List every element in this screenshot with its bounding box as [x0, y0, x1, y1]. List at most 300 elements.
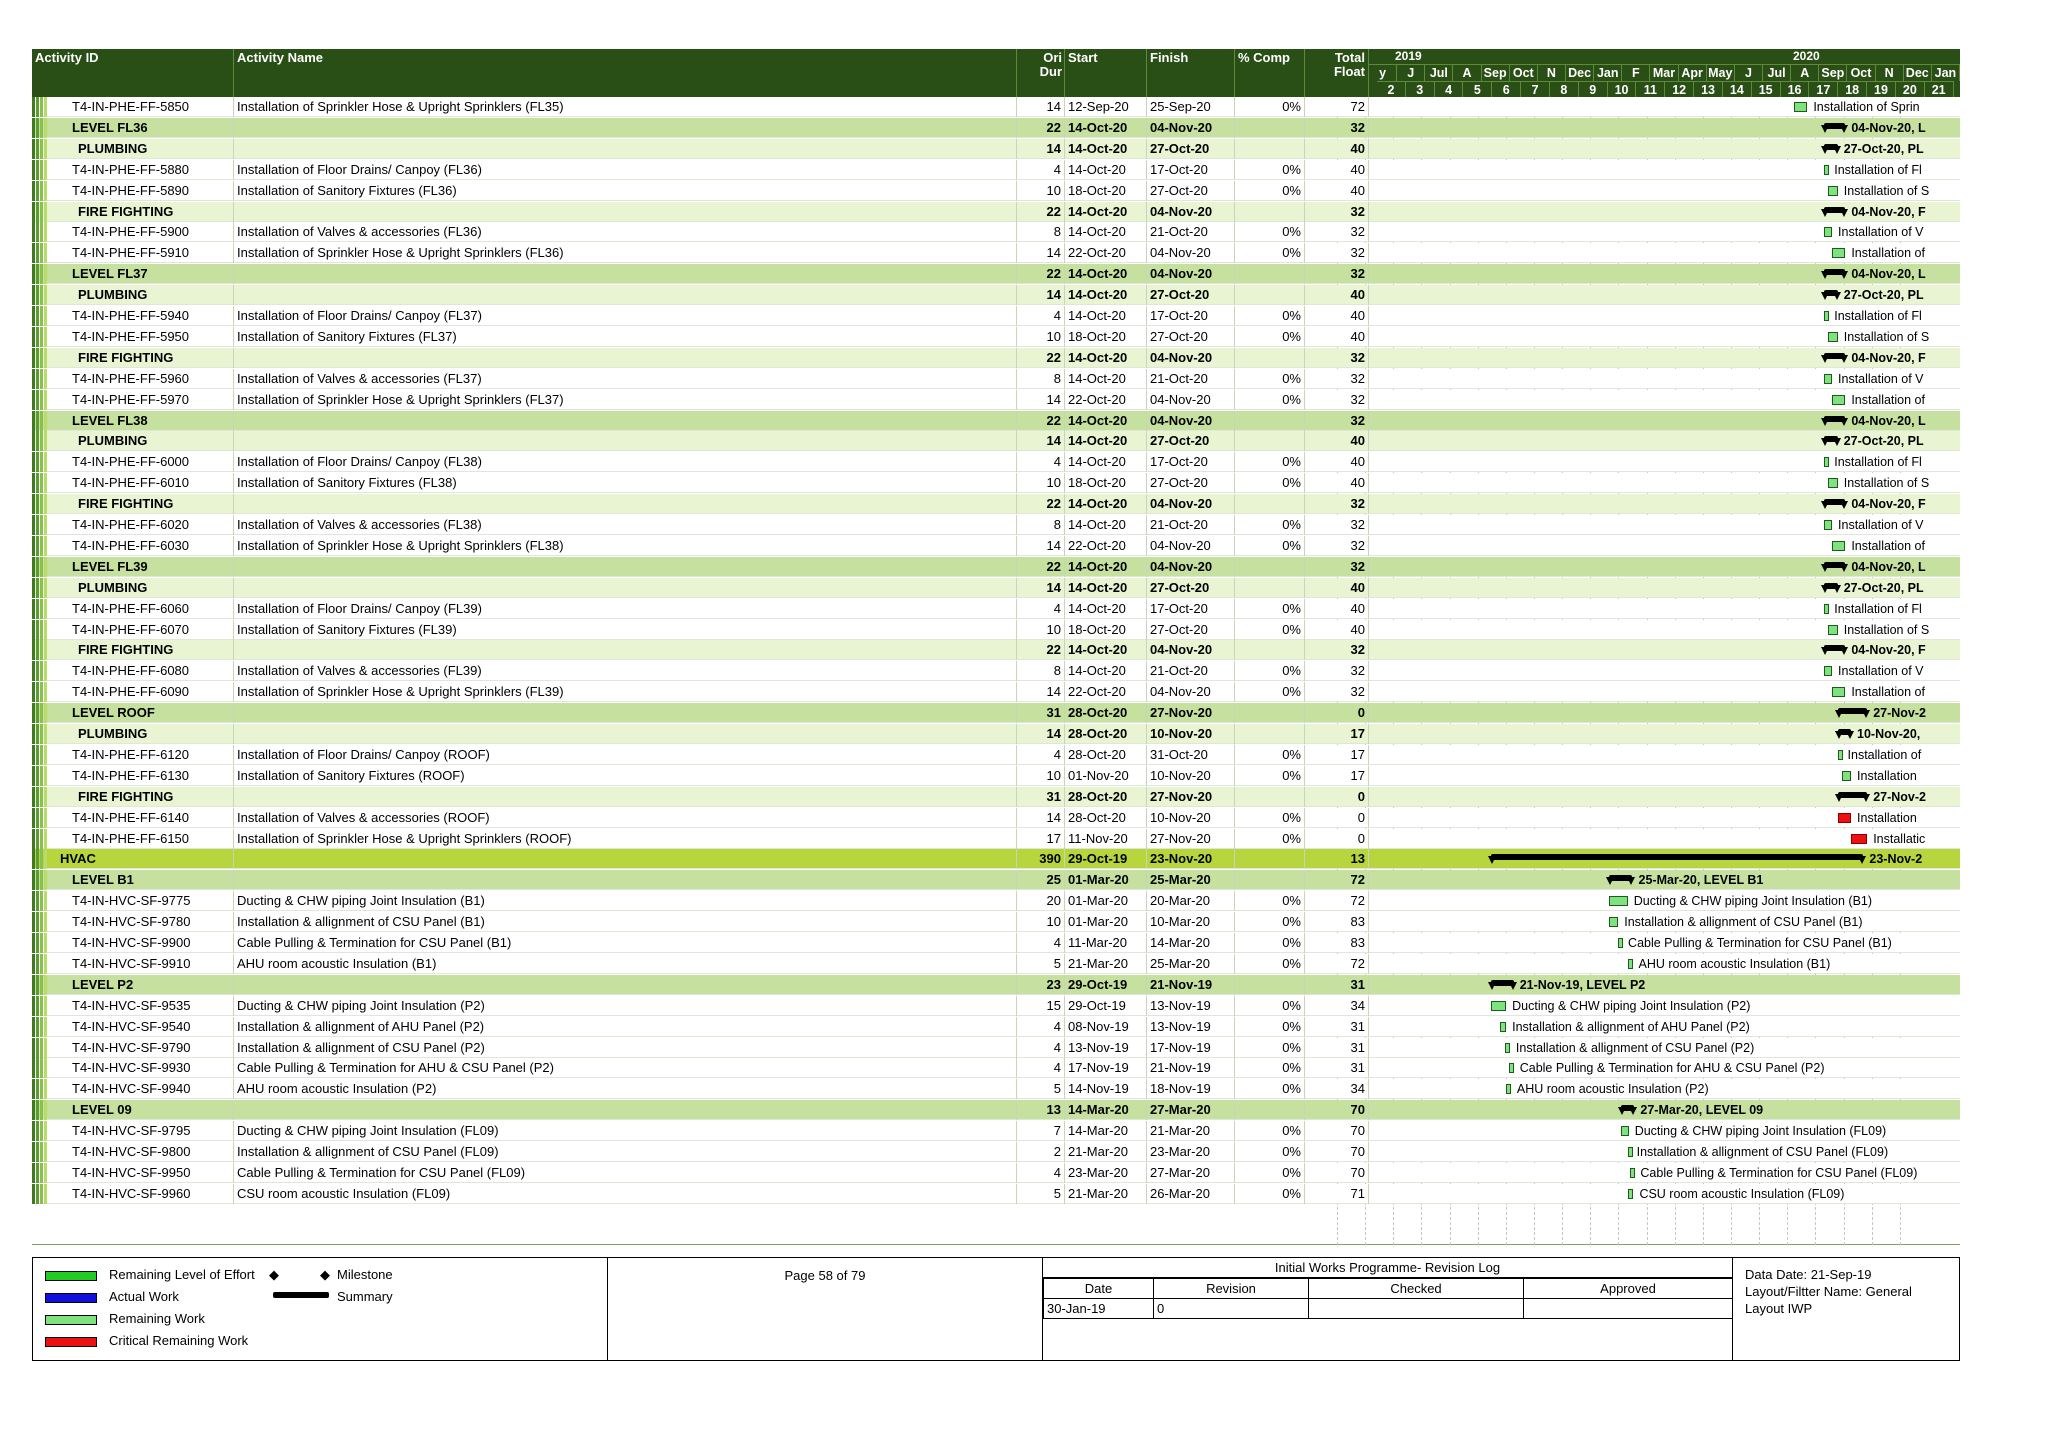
cell-id: FIRE FIGHTING — [32, 348, 234, 368]
bar-label: Installation of — [1851, 538, 1925, 553]
activity-row[interactable] — [32, 160, 1960, 180]
cell-start: 01-Nov-20 — [1065, 766, 1147, 786]
task-bar[interactable] — [1828, 478, 1838, 488]
cell-start: 01-Mar-20 — [1065, 870, 1147, 890]
task-bar[interactable] — [1824, 165, 1829, 175]
cell-name: Installation of Sprinkler Hose & Upright Sprinklers (ROOF) — [234, 829, 1017, 849]
task-bar[interactable] — [1609, 896, 1628, 906]
group-row[interactable] — [32, 431, 1960, 451]
activity-row[interactable] — [32, 954, 1960, 974]
cell-comp: 0% — [1235, 369, 1305, 389]
activity-row[interactable] — [32, 1184, 1960, 1204]
cell-name: AHU room acoustic Insulation (B1) — [234, 954, 1017, 974]
cell-float: 34 — [1305, 996, 1369, 1016]
month-label: A — [1453, 65, 1481, 81]
cell-start: 22-Oct-20 — [1065, 390, 1147, 410]
task-bar[interactable] — [1842, 771, 1852, 781]
bar-label: 27-Nov-2 — [1873, 789, 1926, 804]
cell-float: 40 — [1305, 181, 1369, 201]
task-bar[interactable] — [1824, 604, 1829, 614]
group-row[interactable] — [32, 724, 1960, 744]
gantt-cell — [1337, 599, 1960, 619]
cell-finish: 27-Oct-20 — [1147, 181, 1235, 201]
cell-id: T4-IN-HVC-SF-9930 — [32, 1058, 234, 1078]
rev-cell-revision: 0 — [1154, 1299, 1309, 1319]
activity-row[interactable] — [32, 599, 1960, 619]
cell-id: T4-IN-HVC-SF-9950 — [32, 1163, 234, 1183]
cell-float: 32 — [1305, 243, 1369, 263]
group-row[interactable] — [32, 264, 1960, 284]
month-label: May — [1707, 65, 1735, 81]
activity-row[interactable] — [32, 1121, 1960, 1141]
cell-id: T4-IN-PHE-FF-6060 — [32, 599, 234, 619]
cell-finish: 04-Nov-20 — [1147, 118, 1235, 138]
bar-label: Installation of V — [1838, 518, 1924, 532]
bar-label: 10-Nov-20, — [1857, 727, 1921, 741]
week-label: 21 — [1925, 81, 1954, 97]
cell-id: LEVEL FL36 — [32, 118, 234, 138]
cell-comp — [1235, 118, 1305, 138]
cell-comp: 0% — [1235, 1058, 1305, 1078]
activity-row[interactable] — [32, 891, 1960, 911]
legend-label-level-of-effort: Remaining Level of Effort — [109, 1267, 255, 1282]
group-row[interactable] — [32, 640, 1960, 660]
cell-start: 22-Oct-20 — [1065, 243, 1147, 263]
cell-comp: 0% — [1235, 808, 1305, 828]
cell-finish: 27-Oct-20 — [1147, 578, 1235, 598]
cell-float: 83 — [1305, 912, 1369, 932]
cell-comp: 0% — [1235, 1163, 1305, 1183]
cell-name: Installation of Floor Drains/ Canpoy (FL36) — [234, 160, 1017, 180]
cell-comp: 0% — [1235, 515, 1305, 535]
activity-row[interactable] — [32, 181, 1960, 201]
gantt-cell — [1337, 557, 1960, 577]
summary-bar[interactable] — [1824, 353, 1845, 359]
cell-float: 32 — [1305, 202, 1369, 222]
cell-id: LEVEL ROOF — [32, 703, 234, 723]
summary-bar[interactable] — [1824, 144, 1837, 150]
cell-id: PLUMBING — [32, 431, 234, 451]
cell-dur: 20 — [1017, 891, 1065, 911]
task-bar[interactable] — [1824, 457, 1829, 467]
cell-name: Installation & allignment of CSU Panel (FL09) — [234, 1142, 1017, 1162]
cell-id: T4-IN-PHE-FF-6000 — [32, 452, 234, 472]
bar-label: Installation & allignment of CSU Panel (B1) — [1624, 915, 1863, 930]
activity-row[interactable] — [32, 620, 1960, 640]
cell-finish: 10-Nov-20 — [1147, 724, 1235, 744]
task-bar[interactable] — [1491, 1001, 1506, 1011]
cell-name: Installation of Floor Drains/ Canpoy (ROOF) — [234, 745, 1017, 765]
activity-row[interactable] — [32, 1142, 1960, 1162]
week-label: 14 — [1723, 81, 1752, 97]
summary-bar[interactable] — [1824, 645, 1845, 651]
group-row[interactable] — [32, 557, 1960, 577]
task-bar[interactable] — [1506, 1084, 1511, 1094]
gantt-cell — [1337, 1079, 1960, 1099]
activity-row[interactable] — [32, 97, 1960, 117]
task-bar[interactable] — [1500, 1022, 1506, 1032]
cell-dur: 22 — [1017, 557, 1065, 577]
group-row[interactable] — [32, 703, 1960, 723]
activity-row[interactable] — [32, 327, 1960, 347]
task-bar[interactable] — [1824, 311, 1829, 321]
task-bar[interactable] — [1628, 959, 1633, 969]
cell-comp: 0% — [1235, 1017, 1305, 1037]
bar-label: 27-Oct-20, PL — [1843, 288, 1924, 303]
summary-bar[interactable] — [1824, 290, 1837, 296]
activity-row[interactable] — [32, 996, 1960, 1016]
gantt-cell — [1337, 975, 1960, 995]
bar-label: Installation of — [1851, 392, 1925, 407]
cell-name: Ducting & CHW piping Joint Insulation (FL09) — [234, 1121, 1017, 1141]
summary-bar[interactable] — [1491, 980, 1514, 986]
task-bar[interactable] — [1509, 1063, 1514, 1073]
col-header-activity-id[interactable]: Activity ID — [32, 49, 234, 97]
activity-row[interactable] — [32, 390, 1960, 410]
cell-dur: 8 — [1017, 369, 1065, 389]
cell-finish: 04-Nov-20 — [1147, 348, 1235, 368]
gantt-cell — [1337, 1038, 1960, 1058]
summary-bar[interactable] — [1621, 1105, 1634, 1111]
month-label: F — [1622, 65, 1650, 81]
cell-comp — [1235, 1100, 1305, 1120]
bar-label: Installation & allignment of CSU Panel (FL09) — [1636, 1145, 1889, 1159]
gantt-cell — [1337, 849, 1960, 869]
cell-dur: 14 — [1017, 431, 1065, 451]
group-row[interactable] — [32, 139, 1960, 159]
cell-name: Installation of Sanitory Fixtures (FL38) — [234, 473, 1017, 493]
week-label: 9 — [1579, 81, 1608, 97]
month-label: N — [1538, 65, 1566, 81]
cell-start: 14-Oct-20 — [1065, 515, 1147, 535]
task-bar[interactable] — [1609, 917, 1619, 927]
cell-name — [234, 494, 1017, 514]
cell-float: 40 — [1305, 327, 1369, 347]
cell-id: T4-IN-PHE-FF-6080 — [32, 661, 234, 681]
week-label: 2 — [1377, 81, 1406, 97]
cell-name: Installation of Floor Drains/ Canpoy (FL38) — [234, 452, 1017, 472]
summary-bar[interactable] — [1824, 207, 1845, 213]
group-row[interactable] — [32, 1100, 1960, 1120]
cell-start: 28-Oct-20 — [1065, 808, 1147, 828]
activity-row[interactable] — [32, 536, 1960, 556]
activity-row[interactable] — [32, 933, 1960, 953]
col-header-activity-name[interactable]: Activity Name — [234, 49, 1017, 97]
cell-name: Ducting & CHW piping Joint Insulation (B1) — [234, 891, 1017, 911]
cell-start: 28-Oct-20 — [1065, 703, 1147, 723]
gantt-cell — [1337, 1100, 1960, 1120]
cell-float: 40 — [1305, 306, 1369, 326]
cell-comp: 0% — [1235, 682, 1305, 702]
cell-name — [234, 578, 1017, 598]
cell-finish: 17-Oct-20 — [1147, 452, 1235, 472]
cell-dur: 5 — [1017, 954, 1065, 974]
task-bar[interactable] — [1824, 374, 1832, 384]
activity-row[interactable] — [32, 1038, 1960, 1058]
task-bar[interactable] — [1630, 1168, 1635, 1178]
cell-start: 14-Oct-20 — [1065, 160, 1147, 180]
group-row[interactable] — [32, 578, 1960, 598]
group-row[interactable] — [32, 787, 1960, 807]
cell-dur: 14 — [1017, 808, 1065, 828]
task-bar[interactable] — [1828, 625, 1838, 635]
group-row[interactable] — [32, 411, 1960, 431]
gantt-cell — [1337, 912, 1960, 932]
activity-row[interactable] — [32, 912, 1960, 932]
summary-bar[interactable] — [1824, 583, 1837, 589]
gantt-cell — [1337, 452, 1960, 472]
task-bar[interactable] — [1628, 1147, 1633, 1157]
activity-row[interactable] — [32, 808, 1960, 828]
cell-start: 14-Oct-20 — [1065, 348, 1147, 368]
task-bar[interactable] — [1618, 938, 1623, 948]
cell-start: 14-Oct-20 — [1065, 369, 1147, 389]
cell-name: Cable Pulling & Termination for AHU & CSU Panel (P2) — [234, 1058, 1017, 1078]
bar-label: Installation of Sprin — [1813, 100, 1920, 114]
task-bar[interactable] — [1832, 687, 1845, 697]
cell-id: T4-IN-HVC-SF-9960 — [32, 1184, 234, 1204]
task-bar[interactable] — [1828, 186, 1838, 196]
cell-start: 29-Oct-19 — [1065, 996, 1147, 1016]
cell-float: 70 — [1305, 1142, 1369, 1162]
gantt-cell — [1337, 808, 1960, 828]
cell-id: FIRE FIGHTING — [32, 202, 234, 222]
month-label: Jan — [1594, 65, 1622, 81]
activity-row[interactable] — [32, 829, 1960, 849]
gantt-cell — [1337, 682, 1960, 702]
cell-start: 14-Mar-20 — [1065, 1100, 1147, 1120]
cell-name: Cable Pulling & Termination for CSU Panel (B1) — [234, 933, 1017, 953]
task-bar[interactable] — [1824, 227, 1832, 237]
cell-comp: 0% — [1235, 1079, 1305, 1099]
cell-float: 32 — [1305, 661, 1369, 681]
cell-start: 01-Mar-20 — [1065, 912, 1147, 932]
bar-label: Installation — [1857, 768, 1917, 783]
summary-bar[interactable] — [1824, 416, 1845, 422]
task-bar[interactable] — [1832, 541, 1845, 551]
year-label: 2020 — [1793, 49, 1820, 63]
group-row[interactable] — [32, 118, 1960, 138]
activity-row[interactable] — [32, 1058, 1960, 1078]
cell-float: 31 — [1305, 1058, 1369, 1078]
task-bar[interactable] — [1794, 102, 1807, 112]
activity-row[interactable] — [32, 306, 1960, 326]
cell-finish: 27-Mar-20 — [1147, 1100, 1235, 1120]
bar-label: Cable Pulling & Termination for CSU Panel (B1) — [1628, 936, 1892, 950]
bar-label: Ducting & CHW piping Joint Insulation (B1) — [1633, 894, 1873, 909]
task-bar[interactable] — [1824, 520, 1832, 530]
critical-task-bar[interactable] — [1851, 834, 1867, 844]
cell-name: Installation & allignment of CSU Panel (P2) — [234, 1038, 1017, 1058]
group-row[interactable] — [32, 494, 1960, 514]
cell-comp: 0% — [1235, 829, 1305, 849]
gantt-cell — [1337, 578, 1960, 598]
summary-bar[interactable] — [1491, 854, 1863, 860]
summary-bar[interactable] — [1838, 792, 1867, 798]
activity-row[interactable] — [32, 369, 1960, 389]
cell-finish: 04-Nov-20 — [1147, 390, 1235, 410]
group-row[interactable] — [32, 870, 1960, 890]
month-label: Dec — [1904, 65, 1932, 81]
cell-finish: 10-Mar-20 — [1147, 912, 1235, 932]
cell-dur: 14 — [1017, 285, 1065, 305]
activity-row[interactable] — [32, 222, 1960, 242]
legend-swatch-critical-work — [45, 1337, 97, 1347]
cell-name: Installation of Sprinkler Hose & Upright Sprinklers (FL36) — [234, 243, 1017, 263]
col-header-finish[interactable]: Finish — [1147, 49, 1235, 97]
cell-name — [234, 640, 1017, 660]
cell-id: LEVEL FL38 — [32, 411, 234, 431]
cell-id: LEVEL FL39 — [32, 557, 234, 577]
cell-float: 34 — [1305, 1079, 1369, 1099]
activity-row[interactable] — [32, 745, 1960, 765]
gantt-cell — [1337, 620, 1960, 640]
cell-float: 40 — [1305, 431, 1369, 451]
activity-row[interactable] — [32, 1079, 1960, 1099]
cell-comp — [1235, 640, 1305, 660]
cell-dur: 13 — [1017, 1100, 1065, 1120]
bar-label: Installation of V — [1838, 664, 1924, 679]
activity-row[interactable] — [32, 661, 1960, 681]
cell-start: 22-Oct-20 — [1065, 536, 1147, 556]
activity-row[interactable] — [32, 1017, 1960, 1037]
group-row[interactable] — [32, 348, 1960, 368]
col-header-percent-complete[interactable]: % Comp — [1235, 49, 1305, 97]
month-label: Oct — [1510, 65, 1538, 81]
activity-row[interactable] — [32, 243, 1960, 263]
week-label: 3 — [1406, 81, 1435, 97]
group-row[interactable] — [32, 285, 1960, 305]
summary-bar[interactable] — [1824, 123, 1845, 129]
cell-finish: 04-Nov-20 — [1147, 411, 1235, 431]
month-label: N — [1876, 65, 1904, 81]
cell-dur: 22 — [1017, 348, 1065, 368]
task-bar[interactable] — [1628, 1189, 1634, 1199]
summary-bar[interactable] — [1838, 729, 1851, 735]
task-bar[interactable] — [1838, 750, 1843, 760]
cell-float: 0 — [1305, 787, 1369, 807]
cell-finish: 21-Nov-19 — [1147, 975, 1235, 995]
cell-name — [234, 975, 1017, 995]
task-bar[interactable] — [1505, 1043, 1510, 1053]
activity-row[interactable] — [32, 515, 1960, 535]
group-row[interactable] — [32, 849, 1960, 869]
group-row[interactable] — [32, 202, 1960, 222]
activity-row[interactable] — [32, 1163, 1960, 1183]
cell-start: 21-Mar-20 — [1065, 1142, 1147, 1162]
cell-finish: 27-Oct-20 — [1147, 620, 1235, 640]
cell-start: 14-Oct-20 — [1065, 599, 1147, 619]
cell-float: 32 — [1305, 264, 1369, 284]
cell-id: T4-IN-HVC-SF-9900 — [32, 933, 234, 953]
page-number: Page 58 of 79 — [608, 1258, 1043, 1360]
cell-finish: 04-Nov-20 — [1147, 557, 1235, 577]
critical-task-bar[interactable] — [1838, 813, 1851, 823]
cell-id: T4-IN-HVC-SF-9790 — [32, 1038, 234, 1058]
bar-label: Installation & allignment of AHU Panel (P2) — [1512, 1019, 1750, 1034]
col-header-orig-dur[interactable]: Ori Dur — [1017, 49, 1065, 97]
cell-comp — [1235, 578, 1305, 598]
task-bar[interactable] — [1832, 395, 1845, 405]
activity-row[interactable] — [32, 473, 1960, 493]
cell-start: 14-Oct-20 — [1065, 578, 1147, 598]
cell-dur: 25 — [1017, 870, 1065, 890]
cell-finish: 21-Nov-19 — [1147, 1058, 1235, 1078]
bar-label: CSU room acoustic Insulation (FL09) — [1639, 1186, 1845, 1201]
week-label: 16 — [1781, 81, 1810, 97]
cell-comp — [1235, 975, 1305, 995]
cell-dur: 4 — [1017, 306, 1065, 326]
cell-start: 14-Oct-20 — [1065, 306, 1147, 326]
cell-name — [234, 849, 1017, 869]
week-label: 18 — [1838, 81, 1867, 97]
cell-finish: 14-Mar-20 — [1147, 933, 1235, 953]
cell-dur: 22 — [1017, 264, 1065, 284]
summary-bar[interactable] — [1838, 708, 1867, 714]
activity-row[interactable] — [32, 766, 1960, 786]
cell-finish: 27-Oct-20 — [1147, 285, 1235, 305]
cell-name: Installation of Sanitory Fixtures (FL36) — [234, 181, 1017, 201]
revision-log-title: Initial Works Programme- Revision Log — [1043, 1258, 1732, 1278]
data-date: Data Date: 21-Sep-19 — [1745, 1267, 1872, 1282]
col-header-start[interactable]: Start — [1065, 49, 1147, 97]
task-bar[interactable] — [1621, 1126, 1629, 1136]
task-bar[interactable] — [1824, 666, 1832, 676]
milestone-diamond-icon: ◆ — [269, 1267, 279, 1282]
summary-bar[interactable] — [1609, 875, 1633, 881]
group-row[interactable] — [32, 975, 1960, 995]
month-label: Jul — [1763, 65, 1791, 81]
cell-start: 14-Oct-20 — [1065, 264, 1147, 284]
summary-bar[interactable] — [1824, 499, 1845, 505]
week-label: 12 — [1665, 81, 1694, 97]
cell-id: T4-IN-PHE-FF-5900 — [32, 222, 234, 242]
summary-bar[interactable] — [1824, 269, 1845, 275]
cell-dur: 10 — [1017, 620, 1065, 640]
cell-start: 18-Oct-20 — [1065, 473, 1147, 493]
cell-comp: 0% — [1235, 1184, 1305, 1204]
gantt-cell — [1337, 243, 1960, 263]
week-label: 17 — [1809, 81, 1838, 97]
cell-id: T4-IN-PHE-FF-5880 — [32, 160, 234, 180]
task-bar[interactable] — [1832, 248, 1845, 258]
gantt-cell — [1337, 787, 1960, 807]
col-header-total-float[interactable]: Total Float — [1305, 49, 1369, 97]
cell-comp: 0% — [1235, 536, 1305, 556]
cell-id: T4-IN-PHE-FF-5940 — [32, 306, 234, 326]
summary-bar[interactable] — [1824, 562, 1845, 568]
cell-dur: 23 — [1017, 975, 1065, 995]
activity-row[interactable] — [32, 682, 1960, 702]
cell-dur: 14 — [1017, 682, 1065, 702]
cell-comp — [1235, 703, 1305, 723]
summary-bar[interactable] — [1824, 436, 1837, 442]
cell-comp: 0% — [1235, 452, 1305, 472]
cell-name — [234, 787, 1017, 807]
task-bar[interactable] — [1828, 332, 1838, 342]
bar-label: 27-Oct-20, PL — [1843, 434, 1924, 449]
gantt-cell — [1337, 996, 1960, 1016]
rev-cell-approved — [1524, 1299, 1733, 1319]
cell-finish: 23-Nov-20 — [1147, 849, 1235, 869]
cell-dur: 4 — [1017, 1038, 1065, 1058]
week-label: 7 — [1521, 81, 1550, 97]
activity-row[interactable] — [32, 452, 1960, 472]
cell-float: 32 — [1305, 348, 1369, 368]
cell-dur: 22 — [1017, 118, 1065, 138]
legend-swatch-level-of-effort — [45, 1271, 97, 1281]
cell-float: 83 — [1305, 933, 1369, 953]
